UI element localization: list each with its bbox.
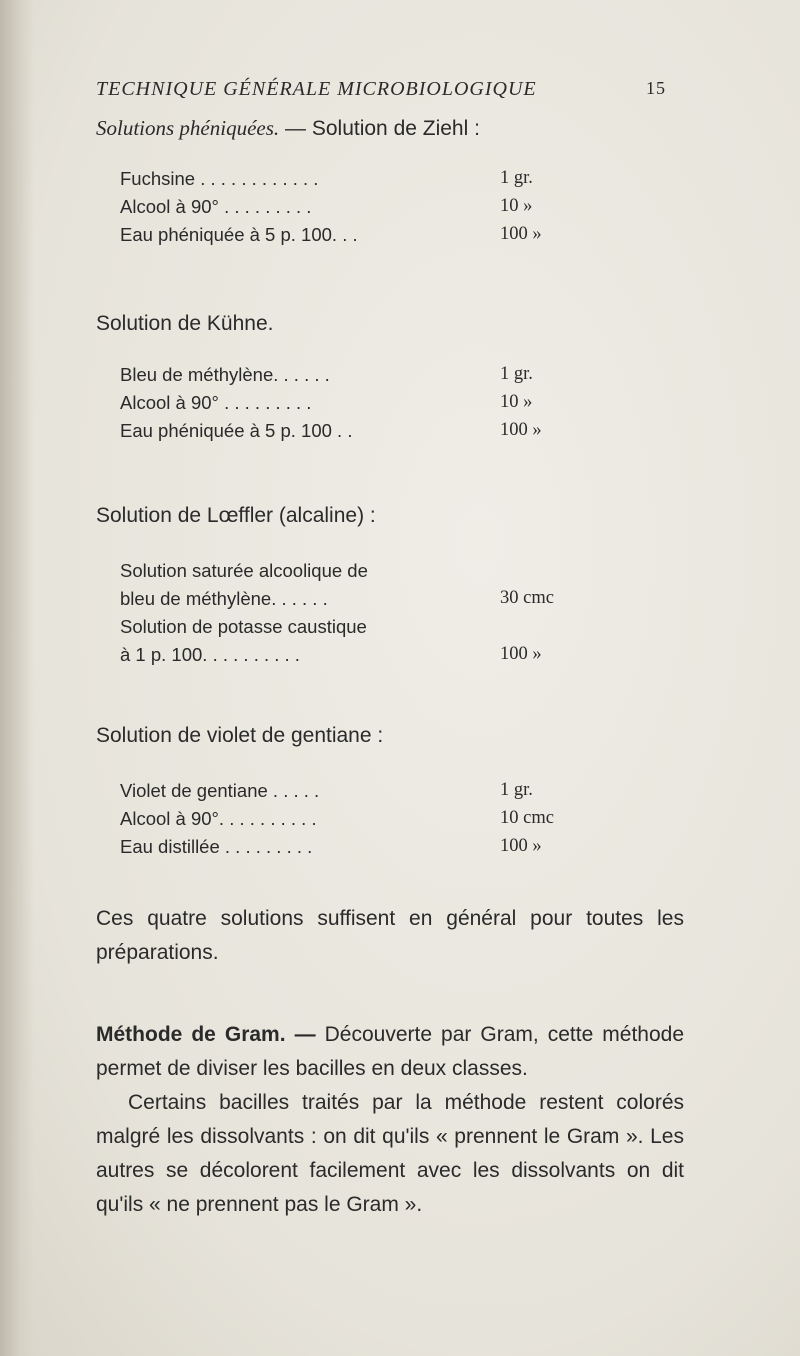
ingredient-name-line2: à 1 p. 100. . . . . . . . . . xyxy=(120,644,300,665)
recipe-row xyxy=(120,644,640,672)
ingredient-name-line2: bleu de méthylène. . . . . . xyxy=(120,588,328,609)
recipe-row xyxy=(120,364,640,392)
section-heading-italic: Solutions phéniquées. xyxy=(96,116,280,140)
recipe-row xyxy=(120,392,640,420)
paragraph-summary xyxy=(96,902,684,970)
ingredient-name: Bleu de méthylène. . . . . . xyxy=(120,364,330,385)
ingredient-qty: 30 cmc xyxy=(500,588,554,608)
ingredient-qty: 100 » xyxy=(500,836,542,856)
ingredient-name: Eau phéniquée à 5 p. 100. . . xyxy=(120,224,358,245)
paragraph-text: Ces quatre solutions suffisent en général pour toutes les préparations. xyxy=(96,907,684,964)
ingredient-qty: 10 » xyxy=(500,196,533,216)
section-heading-gentian: Solution de violet de gentiane : xyxy=(96,724,384,747)
ingredient-name: Alcool à 90°. . . . . . . . . . xyxy=(120,808,317,829)
recipe-row xyxy=(120,420,640,448)
section-heading-title: Solution de Ziehl : xyxy=(311,117,480,140)
gram-method-text: Découverte par Gram, cette méthode permet de diviser les bacilles en deux classes. xyxy=(96,1023,684,1080)
recipe-kuhne xyxy=(120,364,640,448)
section-heading-kuhne: Solution de Kühne. xyxy=(96,312,274,335)
gram-method-detail: Certains bacilles traités par la méthode restent colorés malgré les dissolvants : on dit qu'ils « prennent le Gram ». Les autres se décolorent facilement avec les dissolvants on dit qu'ils « ne prennent pas le Gram ». xyxy=(96,1091,684,1216)
ingredient-qty: 10 » xyxy=(500,392,533,412)
ingredient-qty: 1 gr. xyxy=(500,168,533,188)
recipe-row xyxy=(120,168,640,196)
section-heading-separator: — xyxy=(285,117,306,140)
ingredient-qty: 1 gr. xyxy=(500,780,533,800)
section-heading-loeffler: Solution de Lœffler (alcaline) : xyxy=(96,504,376,527)
recipe-row xyxy=(120,836,640,864)
gram-method-heading: Méthode de Gram. — xyxy=(96,1023,316,1046)
running-title: TECHNIQUE GÉNÉRALE MICROBIOLOGIQUE xyxy=(96,78,537,100)
ingredient-name: Fuchsine . . . . . . . . . . . . xyxy=(120,168,319,189)
page-number: 15 xyxy=(646,78,666,98)
paragraph-gram-method xyxy=(96,1018,684,1222)
page-header xyxy=(96,78,666,101)
recipe-row xyxy=(120,616,640,644)
recipe-row xyxy=(120,808,640,836)
ingredient-name: Alcool à 90° . . . . . . . . . xyxy=(120,392,312,413)
section-heading-phenic xyxy=(96,116,480,141)
ingredient-name: Eau phéniquée à 5 p. 100 . . xyxy=(120,420,353,441)
recipe-gentian xyxy=(120,780,640,864)
ingredient-name: Alcool à 90° . . . . . . . . . xyxy=(120,196,312,217)
recipe-row xyxy=(120,780,640,808)
ingredient-name: Violet de gentiane . . . . . xyxy=(120,780,320,801)
ingredient-qty: 100 » xyxy=(500,644,542,664)
ingredient-qty: 100 » xyxy=(500,420,542,440)
ingredient-name-line1: Solution de potasse caustique xyxy=(120,616,367,637)
ingredient-name-line1: Solution saturée alcoolique de xyxy=(120,560,368,581)
recipe-row xyxy=(120,224,640,252)
ingredient-qty: 100 » xyxy=(500,224,542,244)
recipe-ziehl xyxy=(120,168,640,252)
recipe-row xyxy=(120,196,640,224)
recipe-row xyxy=(120,588,640,616)
recipe-loeffler xyxy=(120,560,640,672)
recipe-row xyxy=(120,560,640,588)
ingredient-name: Eau distillée . . . . . . . . . xyxy=(120,836,313,857)
ingredient-qty: 10 cmc xyxy=(500,808,554,828)
page-gutter-shadow xyxy=(0,0,34,1356)
ingredient-qty: 1 gr. xyxy=(500,364,533,384)
